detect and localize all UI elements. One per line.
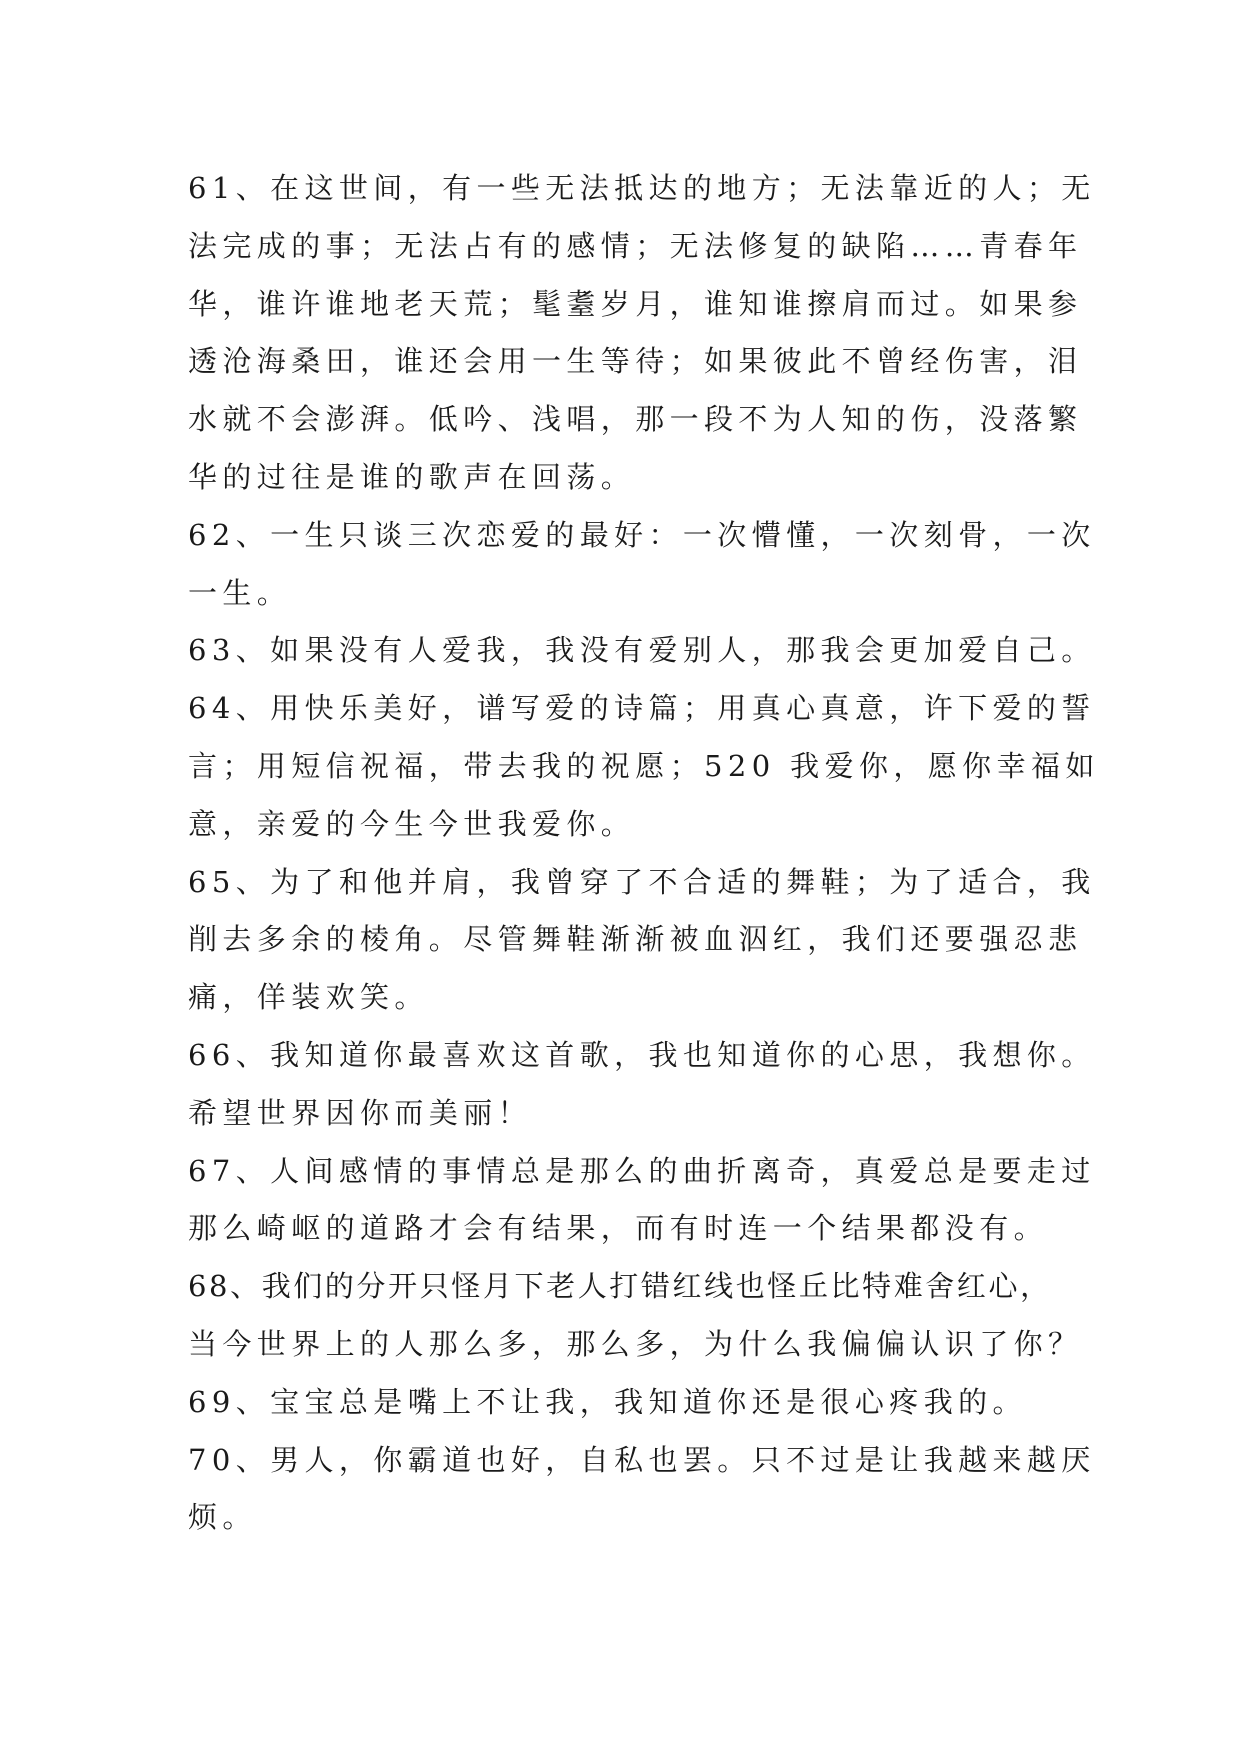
text-line-16: 66、我知道你最喜欢这首歌，我也知道你的心思，我想你。 [188,1037,1096,1072]
text-line-14: 削去多余的棱角。尽管舞鞋渐渐被血泅红，我们还要强忍悲 [188,922,1083,957]
document-body [188,160,1100,1547]
text-line-7: 62、一生只谈三次恋爱的最好：一次懵懂，一次刻骨，一次 [188,517,1096,552]
text-line-1: 61、在这世间，有一些无法抵达的地方；无法靠近的人；无 [188,171,1096,205]
text-line-19: 那么崎岖的道路才会有结果，而有时连一个结果都没有。 [188,1211,1049,1246]
text-line-22: 69、宝宝总是嘴上不让我，我知道你还是很心疼我的。 [188,1384,1027,1419]
text-line-8: 一生。 [188,575,292,610]
text-line-9: 63、如果没有人爱我，我没有爱别人，那我会更加爱自己。 [188,633,1096,668]
text-line-18: 67、人间感情的事情总是那么的曲折离奇，真爱总是要走过 [188,1153,1096,1188]
text-line-12: 意，亲爱的今生今世我爱你。 [188,806,636,841]
text-line-2: 法完成的事；无法占有的感情；无法修复的缺陷……青春年 [188,228,1083,263]
text-line-10: 64、用快乐美好，谱写爱的诗篇；用真心真意，许下爱的誓 [188,691,1096,726]
text-line-5: 水就不会澎湃。低吟、浅唱，那一段不为人知的伤，没落繁 [188,402,1083,437]
text-line-23: 70、男人，你霸道也好，自私也罢。只不过是让我越来越厌 [188,1442,1096,1477]
text-line-13: 65、为了和他并肩，我曾穿了不合适的舞鞋；为了适合，我 [188,864,1096,899]
text-line-11: 言；用短信祝福，带去我的祝愿；520 我爱你，愿你幸福如 [188,748,1100,783]
text-line-24: 烦。 [188,1500,257,1535]
text-line-21: 当今世界上的人那么多，那么多，为什么我偏偏认识了你？ [188,1326,1083,1361]
text-line-3: 华，谁许谁地老天荒；髦耋岁月，谁知谁擦肩而过。如果参 [188,286,1083,321]
text-line-4: 透沧海桑田，谁还会用一生等待；如果彼此不曾经伤害，泪 [188,344,1083,379]
text-line-17: 希望世界因你而美丽！ [188,1095,533,1130]
text-line-15: 痛，佯装欢笑。 [188,980,429,1015]
text-line-20: 68、我们的分开只怪月下老人打错红线也怪丘比特难舍红心， [188,1269,1052,1304]
text-line-6: 华的过往是谁的歌声在回荡。 [188,459,636,494]
